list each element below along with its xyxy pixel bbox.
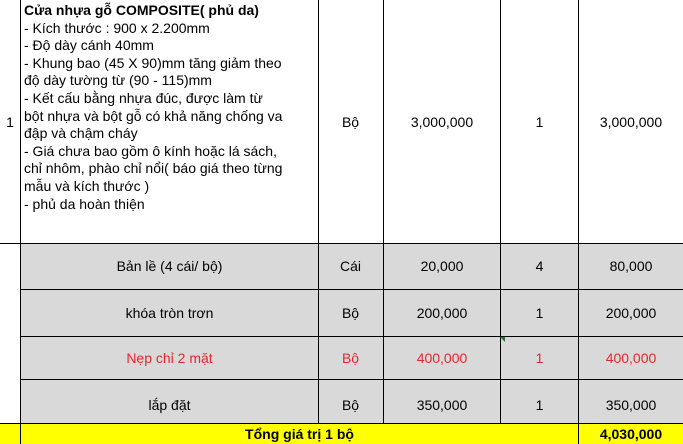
- row-price-text: 350,000: [416, 397, 468, 413]
- item-line: mẫu và kích thước ): [24, 177, 150, 194]
- row-qty-text: 1: [535, 350, 544, 366]
- grid-line: [21, 289, 683, 290]
- row-index-text: 1: [6, 113, 14, 130]
- item-line: chỉ nhôm, phào chỉ nổi( báo giá theo từng: [24, 160, 283, 177]
- row-name[interactable]: [21, 385, 318, 425]
- row-unit-text: Bộ: [341, 397, 360, 413]
- item-qty[interactable]: [501, 0, 578, 243]
- item-price-text: 3,000,000: [410, 113, 474, 130]
- item-description[interactable]: [24, 2, 334, 213]
- row-unit[interactable]: [318, 243, 383, 289]
- row-price-text: 400,000: [416, 350, 468, 366]
- row-index[interactable]: [0, 0, 20, 243]
- item-line: - Khung bao (45 X 90)mm tăng giảm theo: [24, 54, 282, 71]
- total-label[interactable]: [21, 423, 578, 444]
- row-unit[interactable]: [318, 337, 383, 379]
- grid-line: [383, 0, 384, 423]
- row-unit[interactable]: [318, 385, 383, 425]
- row-name-text: khóa tròn trơn: [125, 305, 214, 321]
- row-total-text: 400,000: [605, 350, 657, 366]
- total-value[interactable]: [579, 423, 683, 444]
- item-line: đập và chậm cháy: [24, 125, 138, 142]
- item-price[interactable]: [384, 0, 500, 243]
- grid-line: [0, 243, 683, 244]
- item-line: - Kích thước : 900 x 2.200mm: [24, 19, 210, 36]
- item-line: - Độ dày cánh 40mm: [24, 37, 154, 54]
- row-price[interactable]: [384, 290, 500, 336]
- item-unit[interactable]: [318, 0, 383, 243]
- row-price[interactable]: [384, 385, 500, 425]
- row-total-text: 350,000: [605, 397, 657, 413]
- grid-line: [20, 0, 21, 444]
- row-total[interactable]: [579, 290, 683, 336]
- row-price-text: 200,000: [416, 305, 468, 321]
- row-qty-text: 1: [535, 397, 544, 413]
- item-line: - Giá chưa bao gồm ô kính hoặc lá sách,: [24, 142, 277, 159]
- row-qty-text: 1: [535, 305, 544, 321]
- grid-line: [500, 0, 501, 423]
- item-line: - phủ da hoàn thiện: [24, 195, 145, 212]
- grid-line: [318, 0, 319, 423]
- row-total[interactable]: [579, 243, 683, 289]
- row-price[interactable]: [384, 337, 500, 379]
- row-unit-text: Bộ: [341, 305, 360, 321]
- row-name-text: lắp đặt: [148, 397, 191, 413]
- row-qty[interactable]: [501, 243, 578, 289]
- row-qty[interactable]: [501, 385, 578, 425]
- item-qty-text: 1: [535, 113, 544, 130]
- grid-line: [0, 423, 683, 424]
- grid-line: [21, 379, 683, 380]
- row-name-text: Bản lề (4 cái/ bộ): [116, 258, 223, 274]
- row-total[interactable]: [579, 385, 683, 425]
- row-unit-text: Cái: [339, 258, 361, 274]
- row-total-text: 200,000: [605, 305, 657, 321]
- row-name[interactable]: [21, 243, 318, 289]
- row-name[interactable]: [21, 337, 318, 379]
- item-title: Cửa nhựa gỗ COMPOSITE( phủ da): [24, 2, 259, 18]
- row-qty[interactable]: [501, 290, 578, 336]
- grid-line: [21, 336, 683, 337]
- row-total-text: 80,000: [609, 258, 653, 274]
- item-line: - Kết cấu bằng nhựa đúc, được làm từ: [24, 89, 263, 106]
- row-total[interactable]: [579, 337, 683, 379]
- row-unit[interactable]: [318, 290, 383, 336]
- grid-line: [578, 0, 579, 444]
- item-line: bột nhựa và bột gỗ có khả năng chống va: [24, 107, 283, 124]
- comment-indicator-icon: [500, 337, 505, 342]
- item-unit-text: Bộ: [341, 113, 360, 130]
- row-qty-text: 4: [535, 258, 544, 274]
- row-unit-text: Bộ: [341, 350, 360, 366]
- total-label-text: Tổng giá trị 1 bộ: [245, 425, 354, 442]
- row-price-text: 20,000: [420, 258, 464, 274]
- row-name[interactable]: [21, 290, 318, 336]
- row-name-text: Nẹp chỉ 2 mặt: [126, 350, 213, 366]
- row-price[interactable]: [384, 243, 500, 289]
- row-qty[interactable]: [501, 337, 578, 379]
- item-total[interactable]: [579, 0, 683, 243]
- total-value-text: 4,030,000: [599, 425, 663, 442]
- item-line: độ dày tường từ (90 - 115)mm: [24, 72, 212, 89]
- item-total-text: 3,000,000: [599, 113, 663, 130]
